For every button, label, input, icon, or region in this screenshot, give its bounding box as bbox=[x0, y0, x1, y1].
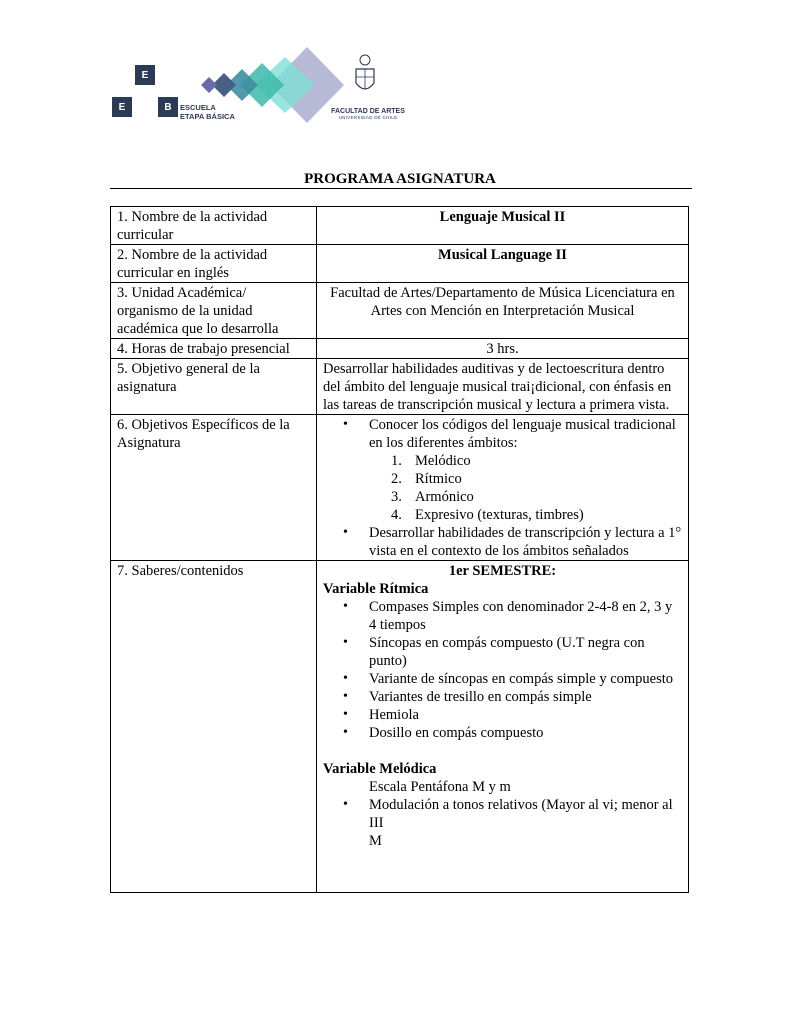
table-row bbox=[111, 561, 689, 893]
table-row bbox=[111, 207, 689, 245]
list-item: • Desarrollar habilidades de transcripción y lectura a 1° vista en el contexto de los ámbitos señalados bbox=[369, 524, 682, 560]
specific-objectives bbox=[317, 415, 689, 561]
melody-tail: M bbox=[369, 833, 382, 849]
row-label: 3. Unidad Académica/ organismo de la unidad académica que lo desarrolla bbox=[111, 283, 317, 339]
table-row bbox=[111, 339, 689, 359]
general-objective: Desarrollar habilidades auditivas y de lectoescritura dentro del ámbito del lenguaje musical trai¡dicional, con énfasis en las tareas de transcripción musical y lectura a primera vista. bbox=[317, 359, 689, 415]
list-item: • Compases Simples con denominador 2-4-8 en 2, 3 y 4 tiempos bbox=[369, 598, 682, 634]
academic-unit: Facultad de Artes/Departamento de Música Licenciatura en Artes con Mención en Interpretación Musical bbox=[317, 283, 689, 339]
objectives-list bbox=[323, 416, 682, 560]
eeb-letter-1: E bbox=[135, 65, 155, 85]
eeb-logo bbox=[110, 45, 180, 125]
list-item: • Dosillo en compás compuesto bbox=[369, 724, 682, 742]
rhythm-list bbox=[323, 598, 682, 742]
faculty-name: FACULTAD DE ARTES UNIVERSIDAD DE CHILE bbox=[331, 108, 405, 120]
page-title: PROGRAMA ASIGNATURA bbox=[304, 171, 496, 187]
spacer bbox=[323, 742, 682, 760]
course-name-english: Musical Language II bbox=[317, 245, 689, 283]
melody-heading: Variable Melódica bbox=[323, 761, 437, 777]
list-item: 2. Rítmico bbox=[391, 471, 462, 487]
list-item: • Modulación a tonos relativos (Mayor al vi; menor al III bbox=[369, 796, 682, 832]
school-name: ESCUELA ETAPA BÁSICA bbox=[180, 103, 235, 121]
eeb-letter-2: E bbox=[112, 97, 132, 117]
row-label: 1. Nombre de la actividad curricular bbox=[111, 207, 317, 245]
melody-scale: Escala Pentáfona M y m bbox=[369, 779, 511, 795]
table-row bbox=[111, 283, 689, 339]
title-divider bbox=[110, 188, 692, 189]
course-name: Lenguaje Musical II bbox=[317, 207, 689, 245]
row-label: 5. Objetivo general de la asignatura bbox=[111, 359, 317, 415]
list-item: 3. Armónico bbox=[391, 489, 474, 505]
row-label: 2. Nombre de la actividad curricular en inglés bbox=[111, 245, 317, 283]
list-item: • Hemiola bbox=[369, 706, 682, 724]
semester-heading: 1er SEMESTRE: bbox=[448, 563, 557, 579]
list-item: 4. Expresivo (texturas, timbres) bbox=[391, 507, 584, 523]
rhythm-heading: Variable Rítmica bbox=[323, 581, 429, 597]
contact-hours: 3 hrs. bbox=[317, 339, 689, 359]
eeb-letter-3: B bbox=[158, 97, 178, 117]
table-row bbox=[111, 415, 689, 561]
list-item: • Síncopas en compás compuesto (U.T negra con punto) bbox=[369, 634, 682, 670]
row-label: 7. Saberes/contenidos bbox=[111, 561, 317, 893]
list-item: • Variante de síncopas en compás simple y compuesto bbox=[369, 670, 682, 688]
table-row bbox=[111, 245, 689, 283]
table-row bbox=[111, 359, 689, 415]
row-label: 4. Horas de trabajo presencial bbox=[111, 339, 317, 359]
contents-cell bbox=[317, 561, 689, 893]
header-logos bbox=[110, 45, 430, 135]
diamond-pattern-logo bbox=[182, 45, 352, 135]
domains-list bbox=[369, 452, 682, 524]
list-item: • Variantes de tresillo en compás simple bbox=[369, 688, 682, 706]
melody-list bbox=[323, 796, 682, 832]
list-item: • Conocer los códigos del lenguaje musical tradicional en los diferentes ámbitos: 1. Melódico 2. Rítmico 3. Armónico 4. Expresivo (texturas, timbres) bbox=[369, 416, 682, 524]
program-table bbox=[110, 206, 689, 893]
row-label: 6. Objetivos Específicos de la Asignatura bbox=[111, 415, 317, 561]
university-crest-icon bbox=[353, 53, 377, 97]
list-item: 1. Melódico bbox=[391, 453, 471, 469]
